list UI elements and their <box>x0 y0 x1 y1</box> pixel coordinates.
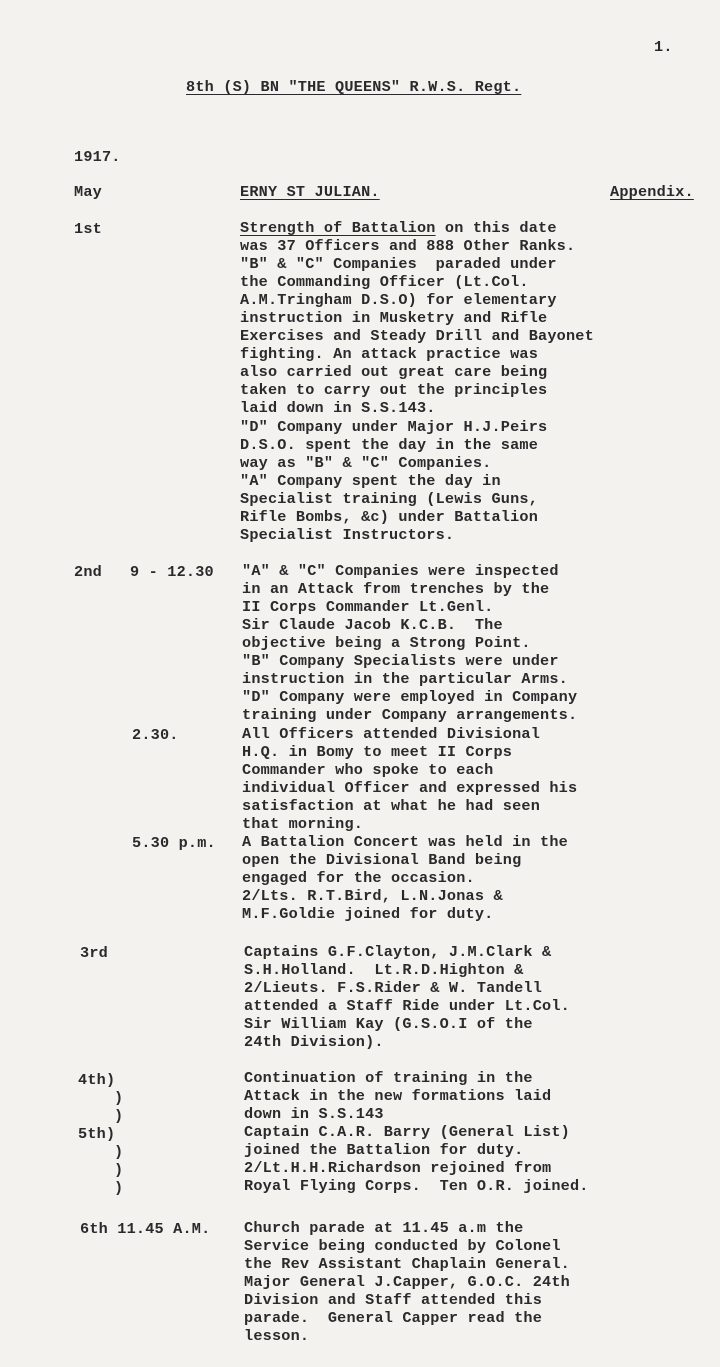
year: 1917. <box>74 148 121 166</box>
bracket-mark: ) <box>114 1089 124 1107</box>
entry-4th-5th-text: Continuation of training in the Attack in the new formations laid down in S.S.143 Captain C.A.R. Barry (General List) joined the Battalion for duty. 2/Lt.H.H.Richardson rejoined from Royal Flying Corps. Ten O.R. joined. <box>244 1069 589 1196</box>
page-number: 1. <box>654 38 673 56</box>
day-label-1st: 1st <box>74 220 102 238</box>
day-label-3rd: 3rd <box>80 944 108 962</box>
bracket-mark: ) <box>114 1179 124 1197</box>
strength-heading: Strength of Battalion <box>240 219 436 237</box>
bracket-mark: ) <box>114 1107 124 1125</box>
location: ERNY ST JULIAN. <box>240 183 380 201</box>
time-2nd-afternoon: 2.30. <box>132 726 179 744</box>
entry-6th-text: Church parade at 11.45 a.m the Service being conducted by Colonel the Rev Assistant Chaplain General. Major General J.Capper, G.O.C. 24th Division and Staff attended this parade. General Capper read the lesson. <box>244 1219 570 1346</box>
day-label-5th: 5th) <box>78 1125 116 1143</box>
month: May <box>74 183 102 201</box>
time-2nd-morning: 9 - 12.30 <box>130 563 214 581</box>
day-label-6th: 6th 11.45 A.M. <box>80 1220 211 1238</box>
bracket-mark: ) <box>114 1143 124 1161</box>
bracket-mark: ) <box>114 1161 124 1179</box>
entry-3rd-text: Captains G.F.Clayton, J.M.Clark & S.H.Holland. Lt.R.D.Highton & 2/Lieuts. F.S.Rider & W. Tandell attended a Staff Ride under Lt.Col. Sir William Kay (G.S.O.I of the 24th Division). <box>244 943 570 1052</box>
page-title: 8th (S) BN "THE QUEENS" R.W.S. Regt. <box>186 78 522 96</box>
entry-2nd-morning-text: "A" & "C" Companies were inspected in an Attack from trenches by the II Corps Commander Lt.Genl. Sir Claude Jacob K.C.B. The objective being a Strong Point. "B" Company Specialists were under instruction in the particular Arms. "D" Company were employed in Company training under Company arrangements. <box>242 562 578 725</box>
appendix-heading: Appendix. <box>610 183 694 201</box>
time-2nd-evening: 5.30 p.m. <box>132 834 216 852</box>
entry-1st-text: Strength of Battalion on this date was 37 Officers and 888 Other Ranks. "B" & "C" Companies paraded under the Commanding Officer (Lt.Col. A.M.Tringham D.S.O) for elementary instruction in Musketry and Rifle Exercises and Steady Drill and Bayonet fighting. An attack practice was also carried out great care being taken to carry out the principles laid down in S.S.143. "D" Company under Major H.J.Peirs D.S.O. spent the day in the same way as "B" & "C" Companies. "A" Company spent the day in Specialist training (Lewis Guns, Rifle Bombs, &c) under Battalion Specialist Instructors. <box>240 219 594 544</box>
entry-2nd-evening-text: A Battalion Concert was held in the open the Divisional Band being engaged for the occasion. 2/Lts. R.T.Bird, L.N.Jonas & M.F.Goldie joined for duty. <box>242 833 568 924</box>
entry-2nd-afternoon-text: All Officers attended Divisional H.Q. in Bomy to meet II Corps Commander who spoke to each individual Officer and expressed his satisfaction at what he had seen that morning. <box>242 725 578 834</box>
day-label-2nd: 2nd <box>74 563 102 581</box>
day-label-4th: 4th) <box>78 1071 116 1089</box>
